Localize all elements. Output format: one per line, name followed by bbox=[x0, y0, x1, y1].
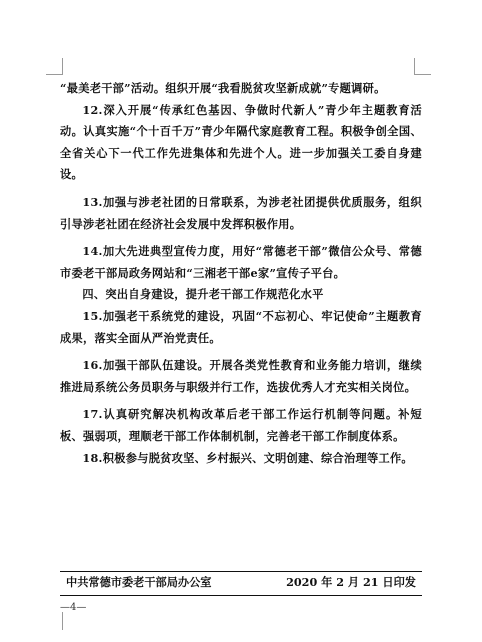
paragraph-item-17: 17.认真研究解决机构改革后老干部工作运行机制等问题。补短板、强弱项，理顺老干部工作体制机制，完善老干部工作制度体系。 bbox=[60, 407, 422, 443]
footer-top-rule bbox=[60, 571, 422, 572]
paragraph-continuation: “最美老干部”活动。组织开展“我看脱贫攻坚新成就”专题调研。 bbox=[60, 81, 386, 95]
paragraph-item-16: 16.加强干部队伍建设。开展各类党性教育和业务能力培训，继续推进局系统公务员职务与职级并行工作，选拔优秀人才充实相关岗位。 bbox=[60, 358, 422, 394]
footer-print-date: 2020 年 2 月 21 日印发 bbox=[286, 575, 416, 589]
footer-bottom-rule bbox=[60, 595, 422, 596]
paragraph-item-15: 15.加强老干系统党的建设，巩固“不忘初心、牢记使命”主题教育成果，落实全面从严治党责任。 bbox=[60, 308, 422, 345]
page-number: —4— bbox=[60, 602, 87, 613]
section-heading-4: 四、突出自身建设，提升老干部工作规范化水平 bbox=[82, 287, 324, 302]
crop-mark-bottom-left bbox=[46, 612, 63, 630]
paragraph-item-13: 13.加强与涉老社团的日常联系，为涉老社团提供优质服务，组织引导涉老社团在经济社会发展中发挥积极作用。 bbox=[60, 194, 422, 231]
footer-organization: 中共常德市委老干部局办公室 bbox=[66, 575, 212, 589]
crop-mark-top-right bbox=[414, 58, 431, 75]
paragraph-item-18: 18.积极参与脱贫攻坚、乡村振兴、文明创建、综合治理等工作。 bbox=[82, 450, 413, 465]
paragraph-item-14: 14.加大先进典型宣传力度，用好“常德老干部”微信公众号、常德市委老干部局政务网站和“三湘老干部e家”宣传子平台。 bbox=[60, 244, 422, 280]
paragraph-item-12: 12.深入开展“传承红色基因、争做时代新人”青少年主题教育活动。认真实施“个十百千万”青少年隔代家庭教育工程。积极争创全国、全省关心下一代工作先进集体和先进个人。进一步加强关工委自身建设。 bbox=[60, 102, 422, 182]
crop-mark-top-left bbox=[46, 58, 63, 75]
document-body bbox=[60, 78, 422, 469]
